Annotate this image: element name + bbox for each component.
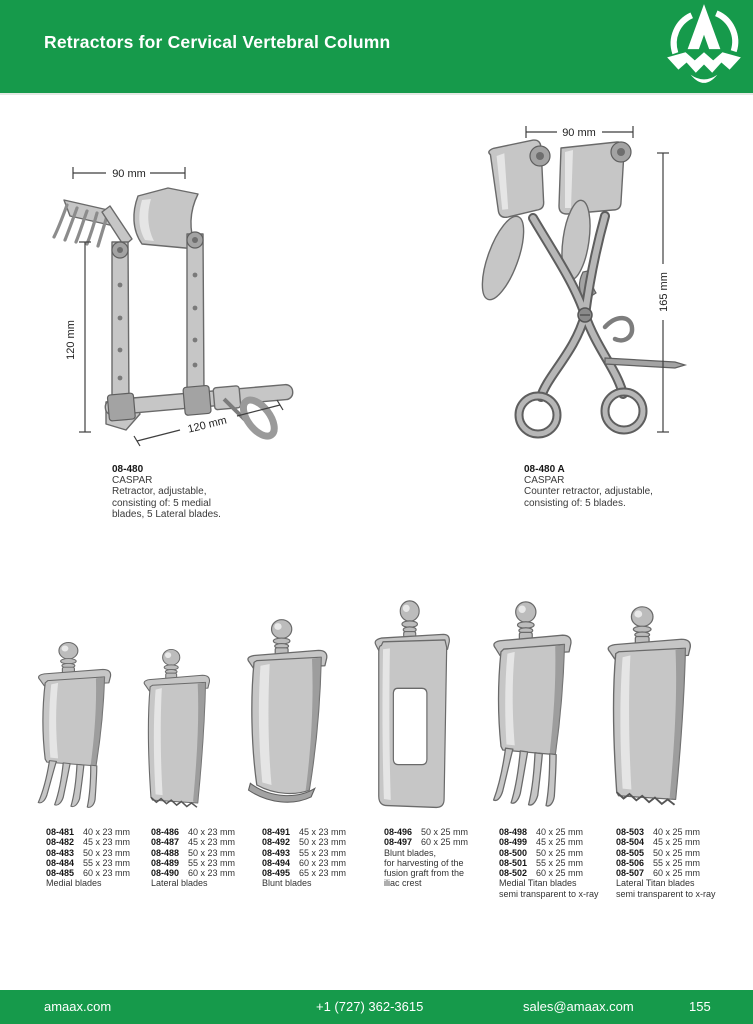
product-size: 50 x 23 mm	[188, 847, 236, 858]
product-size: 50 x 25 mm	[653, 847, 701, 858]
dimension-label-height-side: 165 mm	[658, 272, 670, 312]
dimension-label-width-top: 90 mm	[112, 168, 146, 180]
product-size: 50 x 23 mm	[83, 847, 131, 858]
product-row	[262, 837, 346, 847]
product-size: 55 x 23 mm	[188, 857, 236, 868]
product-code: 08-487	[151, 837, 180, 848]
group-caption: Medial blades	[46, 878, 102, 889]
product-row	[616, 848, 716, 858]
product-row	[616, 868, 716, 878]
product-size: 50 x 25 mm	[421, 827, 469, 837]
product-row	[499, 868, 599, 878]
product-size: 55 x 25 mm	[653, 857, 701, 868]
product-code: 08-505	[616, 847, 645, 858]
product-code: 08-503	[616, 827, 645, 837]
product-code: 08-481	[46, 827, 75, 837]
product-row	[616, 858, 716, 868]
product-code: 08-507	[616, 868, 645, 879]
product-size: 60 x 25 mm	[536, 868, 584, 879]
product-size: 45 x 23 mm	[188, 837, 236, 848]
footer-page-number: 155	[689, 999, 711, 1014]
product-code: 08-506	[616, 857, 645, 868]
product-size: 55 x 23 mm	[83, 857, 131, 868]
product-code: 08-493	[262, 847, 291, 858]
product-size: 50 x 25 mm	[536, 847, 584, 858]
description-line: Counter retractor, adjustable,	[524, 486, 653, 498]
group-caption: iliac crest	[384, 878, 422, 889]
description-line: Retractor, adjustable,	[112, 486, 207, 498]
product-code: 08-483	[46, 847, 75, 858]
product-row	[151, 858, 235, 868]
product-code: 08-486	[151, 827, 180, 837]
medial-blade-illustration	[34, 641, 120, 813]
product-size: 40 x 25 mm	[653, 827, 701, 837]
product-size: 45 x 23 mm	[299, 827, 347, 837]
product-row	[262, 848, 346, 858]
lateral-titan-blade-illustration	[603, 605, 701, 812]
product-size: 55 x 25 mm	[536, 857, 584, 868]
product-description-08-480	[112, 464, 221, 520]
blunt-blade-illustration	[243, 618, 335, 814]
product-row	[616, 827, 716, 837]
product-size: 60 x 25 mm	[421, 837, 469, 848]
product-row	[151, 848, 235, 858]
product-code: 08-494	[262, 857, 291, 868]
product-row	[46, 868, 130, 878]
page-title: Retractors for Cervical Vertebral Column	[44, 32, 391, 52]
product-size: 60 x 23 mm	[299, 857, 347, 868]
product-row	[262, 868, 346, 878]
product-code: 08-492	[262, 837, 291, 848]
product-code: 08-480	[112, 464, 144, 475]
product-row	[151, 868, 235, 878]
product-size: 50 x 23 mm	[299, 837, 347, 848]
group-caption: semi transparent to x-ray	[499, 888, 599, 899]
product-size: 45 x 23 mm	[83, 837, 131, 848]
group-caption: Blunt blades	[262, 878, 312, 889]
product-size: 40 x 25 mm	[536, 827, 584, 837]
product-description-08-480A	[524, 464, 653, 509]
product-row	[384, 827, 468, 837]
spec-column-lateral-titan-blades	[616, 827, 716, 899]
product-code: 08-502	[499, 868, 528, 879]
dimension-label-width-bottom: 120 mm	[186, 414, 229, 436]
footer-website: amaax.com	[44, 999, 112, 1014]
product-row	[499, 848, 599, 858]
product-size: 60 x 25 mm	[653, 868, 701, 879]
product-brand: CASPAR	[112, 475, 153, 487]
description-line: consisting of: 5 medial	[112, 497, 211, 509]
product-row	[262, 827, 346, 837]
product-row	[46, 827, 130, 837]
product-size: 55 x 23 mm	[299, 847, 347, 858]
product-size: 40 x 23 mm	[83, 827, 131, 837]
product-code: 08-489	[151, 857, 180, 868]
product-code: 08-498	[499, 827, 528, 837]
group-caption: for harvesting of the	[384, 857, 464, 868]
product-row	[151, 837, 235, 847]
product-size: 45 x 25 mm	[536, 837, 584, 848]
spec-column-lateral-blades	[151, 827, 235, 889]
product-code: 08-488	[151, 847, 180, 858]
retractor-08-480-illustration	[50, 150, 320, 460]
product-size: 65 x 23 mm	[299, 868, 347, 879]
description-line: consisting of: 5 blades.	[524, 497, 626, 509]
product-code: 08-480 A	[524, 464, 565, 475]
lateral-blade-illustration	[140, 648, 218, 813]
product-row	[499, 827, 599, 837]
dimension-label-width-top: 90 mm	[562, 127, 596, 139]
group-caption: fusion graft from the	[384, 868, 465, 879]
product-row	[616, 837, 716, 847]
product-code: 08-484	[46, 857, 75, 868]
product-row	[46, 858, 130, 868]
product-size: 60 x 23 mm	[188, 868, 236, 879]
product-code: 08-482	[46, 837, 75, 848]
group-caption: Lateral blades	[151, 878, 208, 889]
product-row	[384, 837, 468, 847]
footer-phone: +1 (727) 362-3615	[316, 999, 424, 1014]
product-row	[499, 837, 599, 847]
group-caption: Medial Titan blades	[499, 878, 577, 889]
dimension-label-height-side: 120 mm	[65, 320, 77, 360]
spec-column-medial-titan-blades	[499, 827, 599, 899]
product-size: 40 x 23 mm	[188, 827, 236, 837]
product-code: 08-500	[499, 847, 528, 858]
product-row	[46, 837, 130, 847]
product-code: 08-495	[262, 868, 291, 879]
product-code: 08-485	[46, 868, 75, 879]
product-code: 08-496	[384, 827, 413, 837]
description-line: blades, 5 Lateral blades.	[112, 508, 221, 520]
product-code: 08-490	[151, 868, 180, 879]
product-row	[262, 858, 346, 868]
medial-titan-blade-illustration	[489, 600, 581, 813]
product-row	[151, 827, 235, 837]
product-size: 45 x 25 mm	[653, 837, 701, 848]
header-divider	[0, 93, 753, 95]
product-code: 08-499	[499, 837, 528, 848]
product-code: 08-497	[384, 837, 413, 848]
product-code: 08-504	[616, 837, 645, 848]
spec-column-blunt-blades	[262, 827, 346, 889]
page-footer	[0, 990, 753, 1024]
page-header	[0, 0, 753, 93]
product-row	[46, 848, 130, 858]
group-caption: Lateral Titan blades	[616, 878, 695, 889]
product-brand: CASPAR	[524, 475, 565, 487]
window-blade-illustration	[371, 599, 457, 813]
product-code: 08-501	[499, 857, 528, 868]
counter-retractor-08-480A-illustration	[445, 112, 745, 464]
group-caption: Blunt blades,	[384, 847, 437, 858]
product-code: 08-491	[262, 827, 291, 837]
group-caption: semi transparent to x-ray	[616, 888, 716, 899]
product-size: 60 x 23 mm	[83, 868, 131, 879]
amaax-logo-icon	[661, 2, 747, 84]
footer-email: sales@amaax.com	[523, 999, 634, 1014]
spec-column-harvest-blades	[384, 827, 468, 889]
spec-column-medial-blades	[46, 827, 130, 889]
product-row	[499, 858, 599, 868]
